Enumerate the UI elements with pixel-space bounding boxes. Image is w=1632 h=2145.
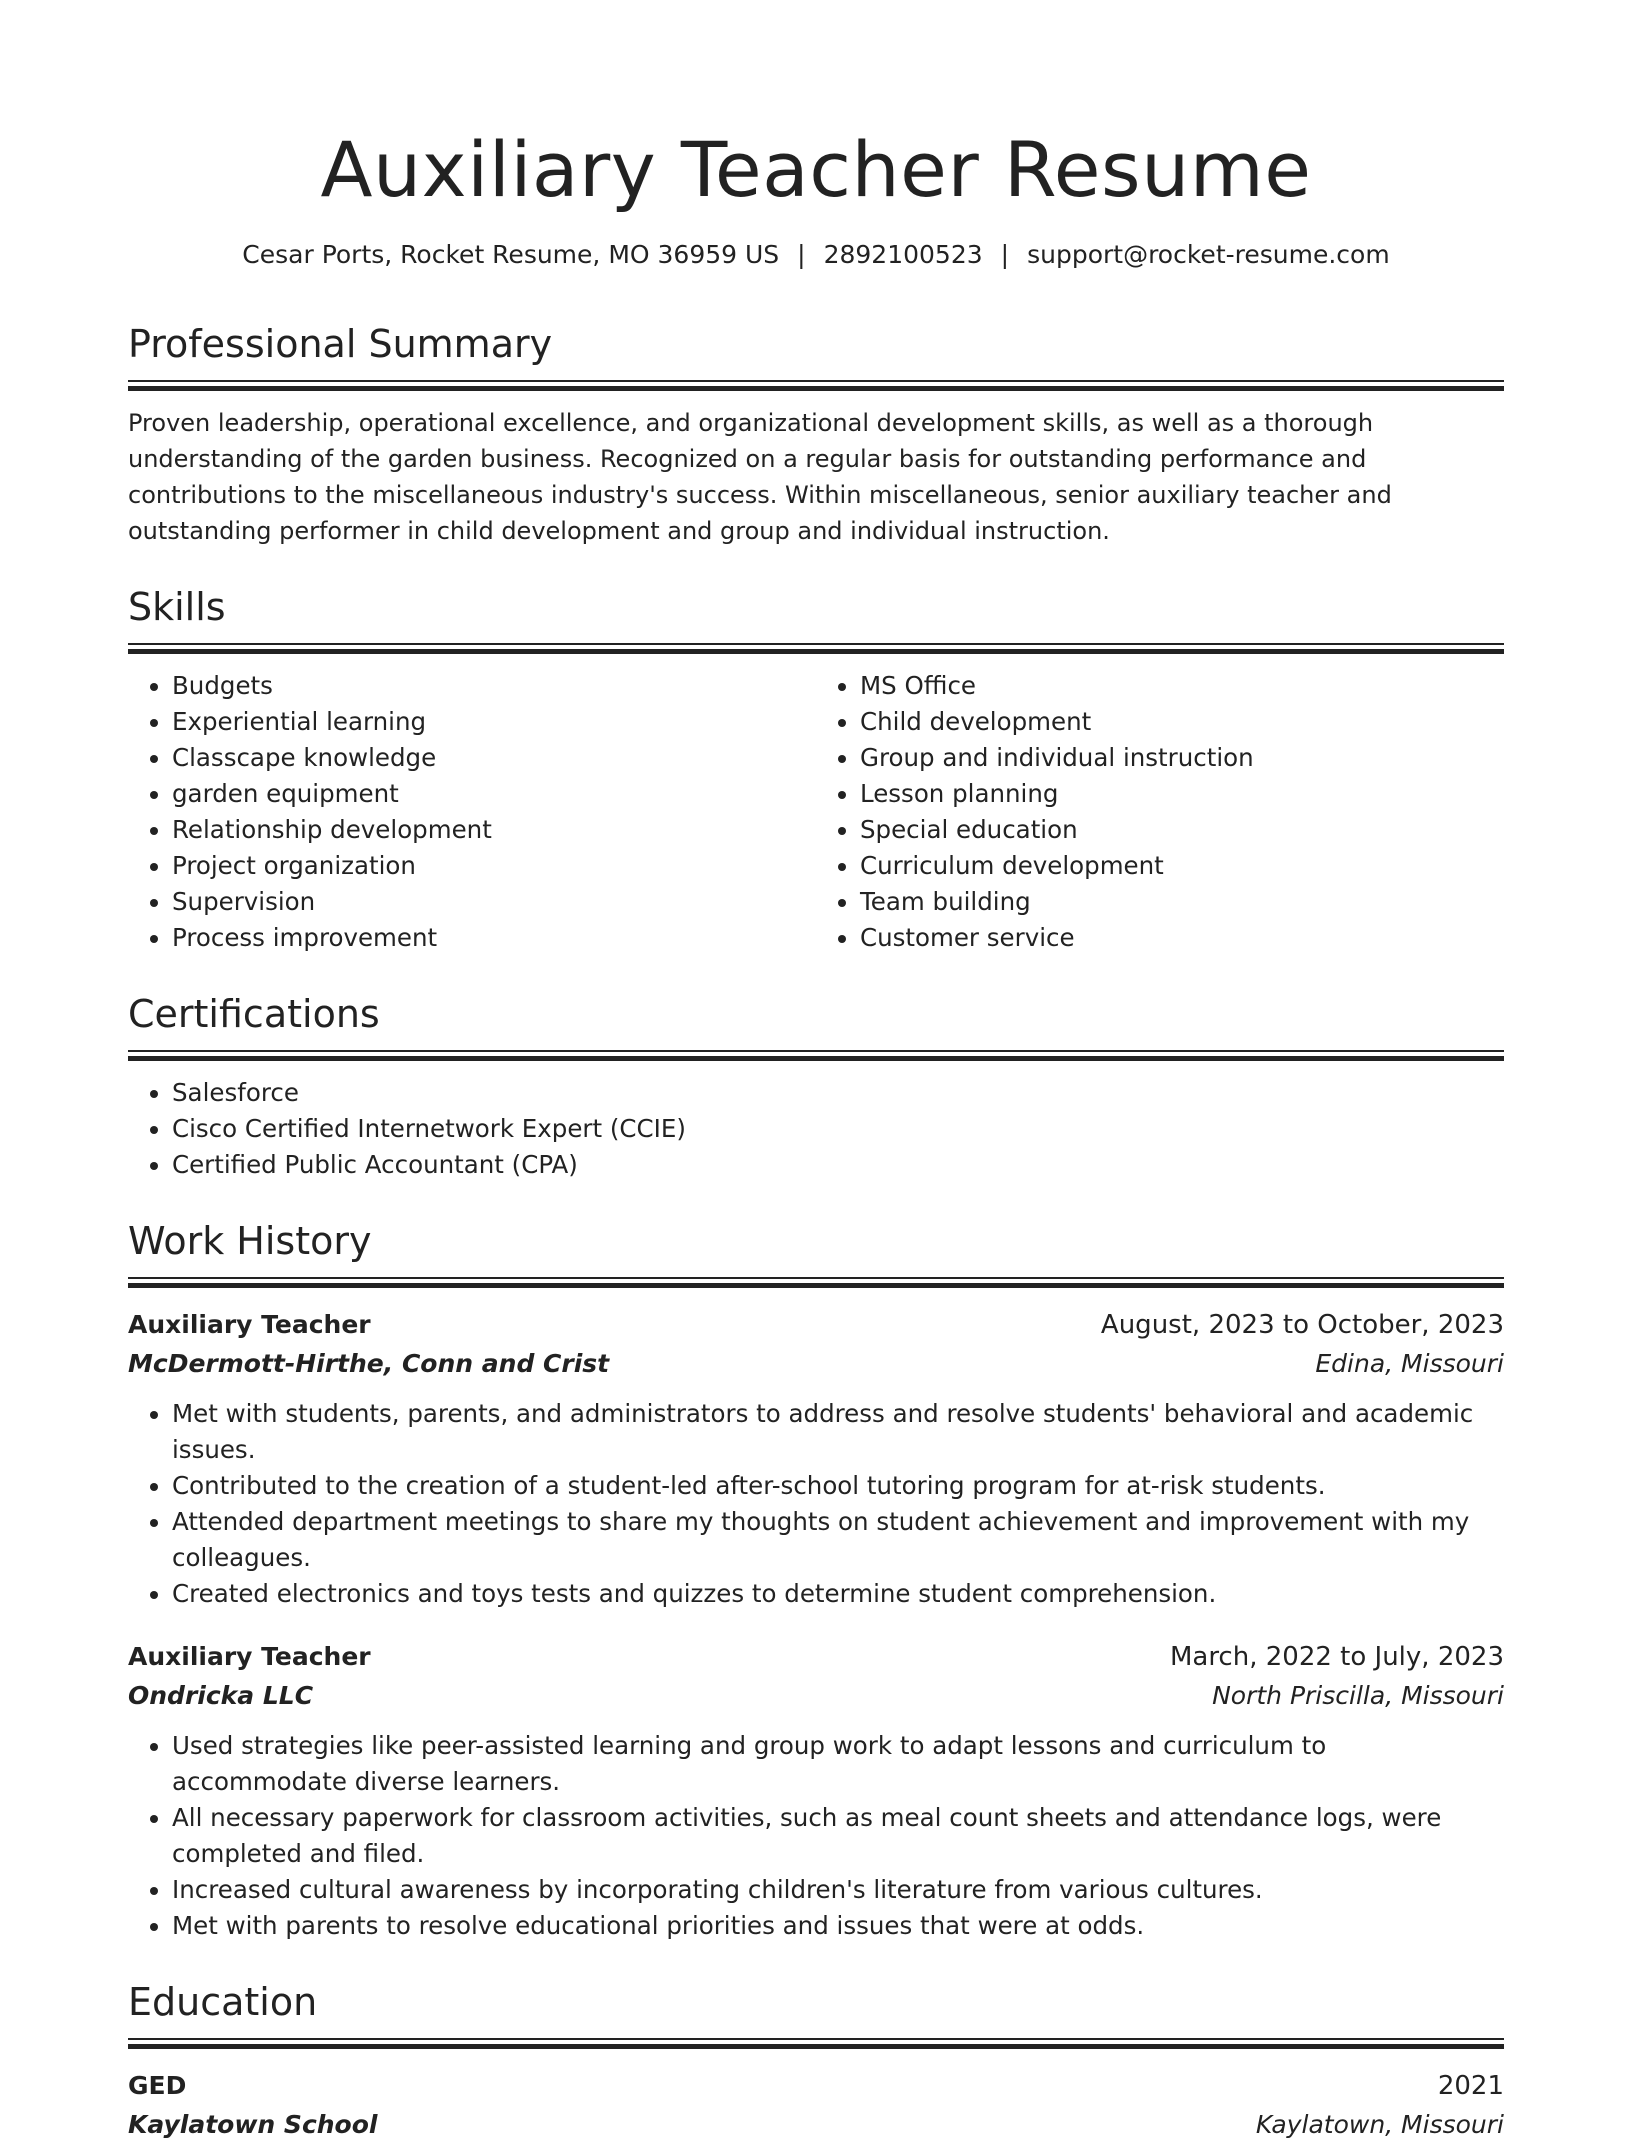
- education-section: [128, 1966, 1504, 2145]
- contact-separator: |: [797, 240, 806, 269]
- skill-item: • MS Office: [860, 668, 1504, 704]
- job-title: Auxiliary Teacher: [128, 1642, 371, 1671]
- skill-item: • Customer service: [860, 920, 1504, 956]
- education-year: 2021: [1437, 2071, 1504, 2101]
- job-duty: • Increased cultural awareness by incorporating children's literature from various cultures.: [172, 1872, 1504, 1908]
- skill-item: • Relationship development: [172, 812, 816, 848]
- skill-item: • Experiential learning: [172, 704, 816, 740]
- section-divider: [128, 1277, 1504, 1288]
- education-location: Kaylatown, Missouri: [1255, 2110, 1504, 2139]
- summary-text: Proven leadership, operational excellence, and organizational development skills, as well as a thorough understanding of the garden business. Recognized on a regular basis for outstanding performance and contributions to the miscellaneous industry's success. Within miscellaneous, senior auxiliary teacher and outstanding performer in child development and group and individual instruction.: [128, 409, 1392, 545]
- skill-item: • Child development: [860, 704, 1504, 740]
- contact-phone: 2892100523: [823, 240, 983, 269]
- skill-item: • Team building: [860, 884, 1504, 920]
- skill-item: • Special education: [860, 812, 1504, 848]
- certifications-section: [128, 978, 1504, 1183]
- job-header-row: [128, 1306, 1504, 1344]
- job-location: Edina, Missouri: [1315, 1349, 1504, 1378]
- job-company-row: [128, 1344, 1504, 1384]
- skill-item: • Budgets: [172, 668, 816, 704]
- skill-item: • Classcape knowledge: [172, 740, 816, 776]
- work-history-section: [128, 1205, 1504, 1944]
- job-company: Ondricka LLC: [128, 1681, 314, 1710]
- job-duty: • Met with parents to resolve educational priorities and issues that were at odds.: [172, 1908, 1504, 1944]
- contact-address: Cesar Ports, Rocket Resume, MO 36959 US: [242, 240, 780, 269]
- section-divider: [128, 380, 1504, 391]
- job-duty: • Met with students, parents, and administrators to address and resolve students' behavioral and academic issues.: [172, 1396, 1504, 1468]
- skill-item: • garden equipment: [172, 776, 816, 812]
- job-entry: [128, 1306, 1504, 1612]
- job-duty: • Contributed to the creation of a student-led after-school tutoring program for at-risk students.: [172, 1468, 1504, 1504]
- education-school: Kaylatown School: [128, 2110, 378, 2139]
- skills-section: [128, 571, 1504, 956]
- job-company: McDermott-Hirthe, Conn and Crist: [128, 1349, 610, 1378]
- education-school-row: [128, 2105, 1504, 2145]
- summary-section: [128, 308, 1504, 549]
- job-duties-list: [128, 1728, 1504, 1944]
- education-heading: Education: [128, 1980, 318, 2024]
- resume-page: [128, 0, 1504, 2145]
- resume-title: Auxiliary Teacher Resume: [320, 125, 1312, 214]
- job-location: North Priscilla, Missouri: [1212, 1681, 1504, 1710]
- contact-line: [128, 238, 1504, 272]
- section-divider: [128, 643, 1504, 654]
- section-divider: [128, 2038, 1504, 2049]
- job-dates: March, 2022 to July, 2023: [1169, 1642, 1504, 1672]
- education-header-row: [128, 2067, 1504, 2105]
- contact-email: support@rocket-resume.com: [1027, 240, 1390, 269]
- job-duty: • Attended department meetings to share my thoughts on student achievement and improvement with my colleagues.: [172, 1504, 1504, 1576]
- certification-item: • Salesforce: [172, 1075, 1504, 1111]
- skill-item: • Lesson planning: [860, 776, 1504, 812]
- job-company-row: [128, 1676, 1504, 1716]
- job-dates: August, 2023 to October, 2023: [1100, 1310, 1504, 1340]
- job-header-row: [128, 1638, 1504, 1676]
- section-divider: [128, 1050, 1504, 1061]
- skill-item: • Supervision: [172, 884, 816, 920]
- certifications-heading: Certifications: [128, 992, 380, 1036]
- certifications-list: [128, 1075, 1504, 1183]
- work-history-heading: Work History: [128, 1219, 372, 1263]
- summary-heading: Professional Summary: [128, 322, 553, 366]
- skills-heading: Skills: [128, 585, 226, 629]
- job-entry: [128, 1638, 1504, 1944]
- contact-separator: |: [1000, 240, 1010, 269]
- skill-item: • Project organization: [172, 848, 816, 884]
- skills-grid: [128, 668, 1504, 956]
- skills-list-right: [816, 668, 1504, 956]
- skill-item: • Group and individual instruction: [860, 740, 1504, 776]
- education-entry: [128, 2067, 1504, 2145]
- certification-item: • Certified Public Accountant (CPA): [172, 1147, 1504, 1183]
- job-duty: • Used strategies like peer-assisted learning and group work to adapt lessons and curriculum to accommodate diverse learners.: [172, 1728, 1504, 1800]
- skills-list-left: [128, 668, 816, 956]
- job-title: Auxiliary Teacher: [128, 1310, 371, 1339]
- education-degree: GED: [128, 2071, 187, 2100]
- job-duty: • All necessary paperwork for classroom activities, such as meal count sheets and attendance logs, were completed and filed.: [172, 1800, 1504, 1872]
- job-duties-list: [128, 1396, 1504, 1612]
- certification-item: • Cisco Certified Internetwork Expert (CCIE): [172, 1111, 1504, 1147]
- skill-item: • Process improvement: [172, 920, 816, 956]
- skill-item: • Curriculum development: [860, 848, 1504, 884]
- job-duty: • Created electronics and toys tests and quizzes to determine student comprehension.: [172, 1576, 1504, 1612]
